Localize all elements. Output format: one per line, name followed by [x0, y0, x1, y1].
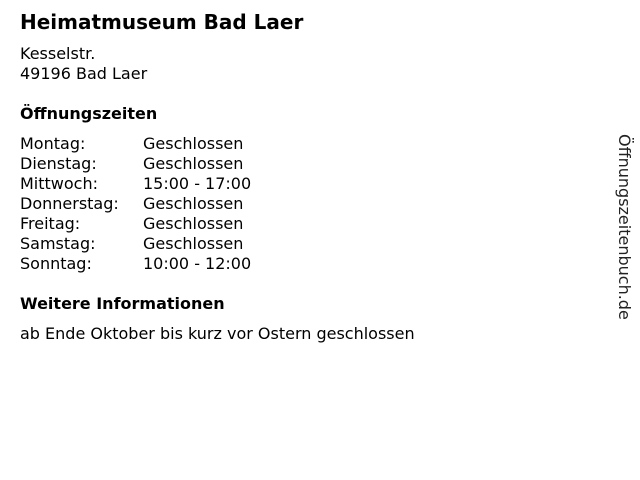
- opening-hours-heading: Öffnungszeiten: [20, 104, 158, 123]
- hours-time: Geschlossen: [143, 194, 244, 213]
- hours-row-saturday: [20, 234, 251, 254]
- hours-time: Geschlossen: [143, 154, 244, 173]
- hours-row-tuesday: [20, 154, 251, 174]
- hours-day: Montag:: [20, 134, 86, 153]
- hours-row-wednesday: [20, 174, 251, 194]
- hours-day: Freitag:: [20, 214, 81, 233]
- hours-time: Geschlossen: [143, 134, 244, 153]
- hours-day: Dienstag:: [20, 154, 97, 173]
- hours-time: 15:00 - 17:00: [143, 174, 252, 193]
- page-title: Heimatmuseum Bad Laer: [20, 10, 304, 34]
- hours-row-sunday: [20, 254, 251, 274]
- hours-row-monday: [20, 134, 251, 154]
- address-city: 49196 Bad Laer: [20, 64, 148, 83]
- hours-day: Sonntag:: [20, 254, 92, 273]
- further-information-text: ab Ende Oktober bis kurz vor Ostern geschlossen: [20, 324, 415, 343]
- hours-day: Donnerstag:: [20, 194, 119, 213]
- hours-time: Geschlossen: [143, 214, 244, 233]
- hours-day: Mittwoch:: [20, 174, 98, 193]
- address: [20, 44, 147, 84]
- hours-time: 10:00 - 12:00: [143, 254, 252, 273]
- hours-time: Geschlossen: [143, 234, 244, 253]
- source-watermark: Öffnungszeitenbuch.de: [615, 134, 634, 320]
- address-street: Kesselstr.: [20, 44, 96, 63]
- hours-row-thursday: [20, 194, 251, 214]
- opening-hours-table: [20, 134, 251, 274]
- hours-row-friday: [20, 214, 251, 234]
- hours-day: Samstag:: [20, 234, 96, 253]
- further-information-heading: Weitere Informationen: [20, 294, 225, 313]
